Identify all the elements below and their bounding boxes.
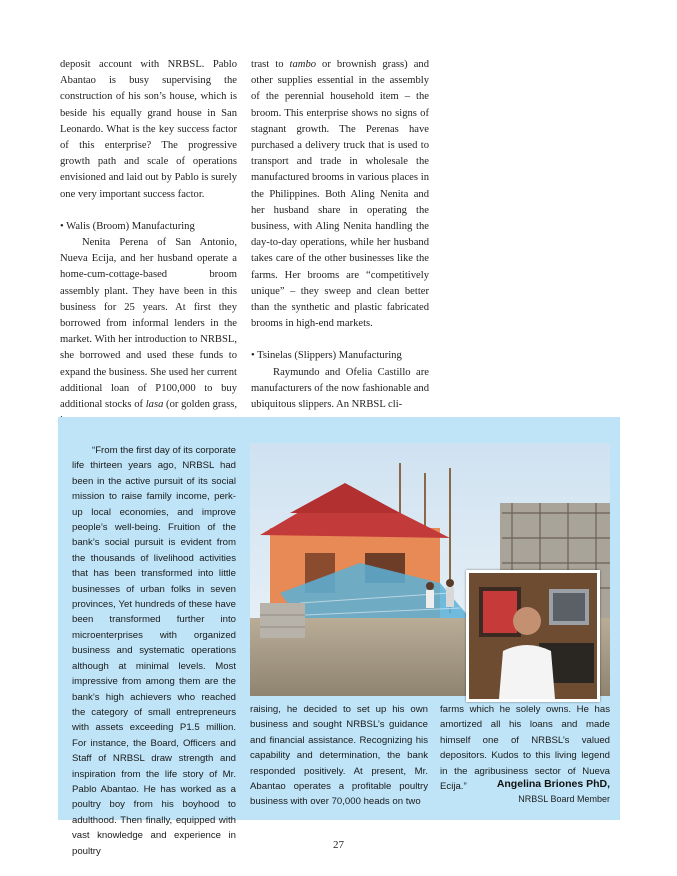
quote-author-name: Angelina Briones PhD, <box>496 778 610 790</box>
quote-column-2 <box>250 702 428 810</box>
article-paragraph-walis: Nenita Perena of San Antonio, Nueva Ecija, and her husband operate a home-cum-cottage-based broom assembly plant. They have been in this business for 25 years. At first they borrowed from informal lenders in the market. With her introduction to NRBSL, she borrowed and used these funds to expand the business. She used her current additional loan of P100,000 to buy additional stocks of lasa (or golden grass, <box>60 237 237 411</box>
article-paragraph-tsinelas: Raymundo and Ofelia Castillo are manufacturers of the now fashionable and ubiquitous slippers. An NRBSL cli- <box>251 366 429 411</box>
quote-author-role: NRBSL Board Member <box>518 794 610 804</box>
portrait-inset-photo <box>466 570 600 702</box>
portrait-illustration <box>469 573 597 699</box>
article-column-2 <box>251 57 429 413</box>
quote-text-end: farms which he solely owns. He has amortized all his loans and made himself one of NRBSL’s valued depositors. Kudos to this living legend in the agribusiness sector of Nueva Ecija.” <box>440 704 610 793</box>
article-column-1 <box>60 57 237 429</box>
section-heading-tsinelas: • Tsinelas (Slippers) Manufacturing <box>251 350 402 362</box>
article-paragraph-continued: trast to tambo or brownish grass) and other supplies essential in the assembly of the perennial household item – the broom. This enterprise shows no signs of stagnant growth. The Perenas have purchased a delivery truck that is used to transport and trade in wholesale the manufactured brooms in various places in the Philippines. Both Aling Nenita and her husband share in operating the business, with Aling Nenita handling the day-to-day operations, while her husband takes care of the other businesses like the farms. Her brooms are “competitively unique” – they sweep and clean better than the synthetic and plastic fabricated brooms in high-end markets. <box>251 59 429 330</box>
quote-column-1 <box>72 443 236 859</box>
quote-text-continued: raising, he decided to set up his own business and sought NRBSL’s guidance and financial assistance. Recognizing his capability and determination, the bank responded positively. At present, Mr. Abantao operates a profitable poultry business with over 70,000 heads on two <box>250 704 428 808</box>
quote-text: “From the first day of its corporate life thirteen years ago, NRBSL had been in the active pursuit of its social mission to raise family income, perk-up local economies, and improve people’s well-being. Fruition of the bank’s social pursuit is evident from the thousands of livelihood activities that has been transformed into little businesses of urban folks in seven provinces, Yet hundreds of these have been transformed further into microenterprises with organized business and systematic operations although at minimal levels. Most impressive from among them are the bank’s high achievers who reached the category of small entrepreneurs with assets exceeding P1.5 million. For instance, the Board, Officers and Staff of NRBSL draw strength and inspiration from the life story of Mr. Pablo Abantao. He has worked as a poultry boy from his boyhood to adulthood. Then finally, equipped with vast knowledge and experience in poultry <box>72 445 236 857</box>
page-number: 27 <box>333 839 344 851</box>
section-heading-walis: • Walis (Broom) Manufacturing <box>60 220 195 232</box>
article-paragraph: deposit account with NRBSL. Pablo Abantao is busy supervising the construction of his son’s house, which is beside his equally grand house in San Leonardo. What is the key success factor of this enterprise? The progressive growth path and scale of operations envisioned and laid out by Pablo is surely one very important success factor. <box>60 59 237 200</box>
